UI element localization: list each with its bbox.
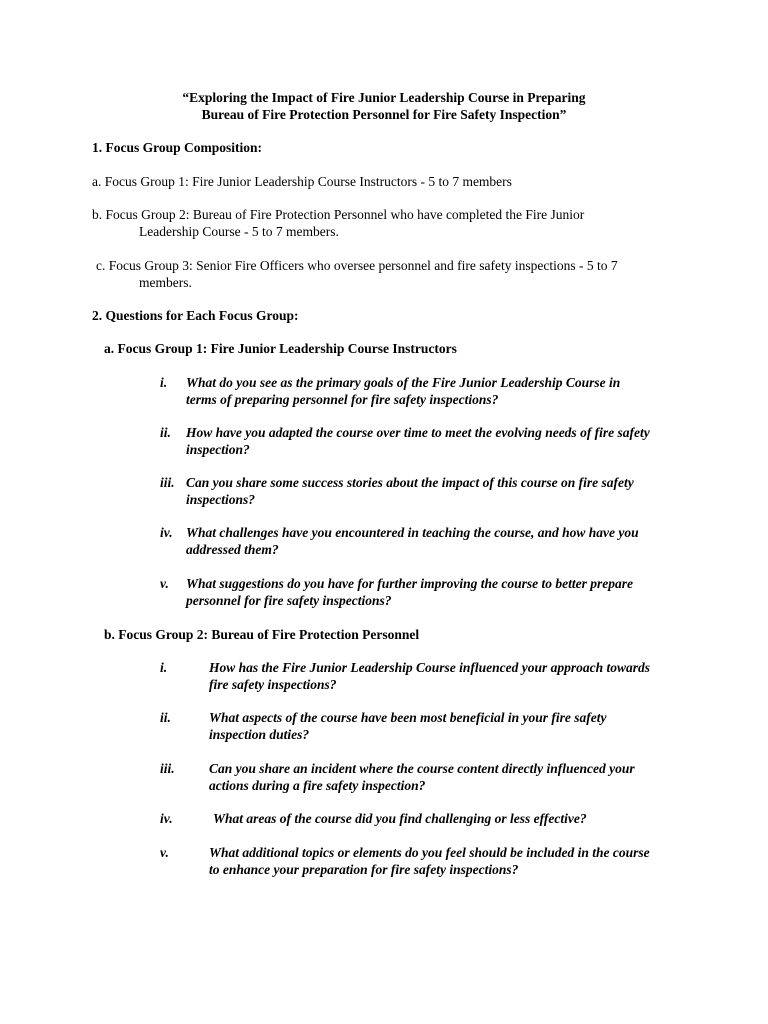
question-number: iv. bbox=[160, 525, 173, 540]
question-line-1: What additional topics or elements do you feel should be included in the course bbox=[209, 845, 650, 860]
focus-group-b-heading: b. Focus Group 2: Bureau of Fire Protection Personnel bbox=[104, 627, 420, 642]
question-line-1: Can you share some success stories about the impact of this course on fire safety bbox=[186, 475, 634, 490]
question-number: iv. bbox=[160, 811, 173, 826]
question-line-1: How has the Fire Junior Leadership Course influenced your approach towards bbox=[209, 660, 651, 675]
question-line-2: inspection duties? bbox=[209, 727, 310, 742]
question-line-1: What aspects of the course have been most beneficial in your fire safety bbox=[209, 710, 607, 725]
question-line-1: Can you share an incident where the course content directly influenced your bbox=[209, 761, 635, 776]
question-number: ii. bbox=[160, 710, 171, 725]
question-line-2: inspections? bbox=[186, 492, 256, 507]
question-number: v. bbox=[160, 576, 169, 591]
question-number: iii. bbox=[160, 475, 175, 490]
composition-item-c bbox=[96, 257, 618, 291]
composition-item-c-line-2: members. bbox=[139, 275, 192, 290]
question-number: iii. bbox=[160, 761, 175, 776]
question-number: ii. bbox=[160, 425, 171, 440]
question-line-1: What do you see as the primary goals of the Fire Junior Leadership Course in bbox=[186, 375, 621, 390]
question-line-1: How have you adapted the course over time to meet the evolving needs of fire safety bbox=[186, 425, 650, 440]
question-number: i. bbox=[160, 660, 168, 675]
question-number: i. bbox=[160, 375, 168, 390]
section-1-heading: 1. Focus Group Composition: bbox=[92, 140, 263, 155]
question-line-1: What suggestions do you have for further improving the course to better prepare bbox=[186, 576, 634, 591]
composition-item-a bbox=[92, 173, 512, 190]
composition-item-a-line-1: a. Focus Group 1: Fire Junior Leadership Course Instructors - 5 to 7 members bbox=[92, 174, 512, 189]
question-line-2: fire safety inspections? bbox=[209, 677, 337, 692]
question-line-1: What areas of the course did you find challenging or less effective? bbox=[213, 811, 587, 826]
question-line-1: What challenges have you encountered in teaching the course, and how have you bbox=[186, 525, 639, 540]
document-title bbox=[90, 89, 678, 123]
composition-item-c-line-1: c. Focus Group 3: Senior Fire Officers who oversee personnel and fire safety inspections - 5 to 7 bbox=[96, 258, 618, 273]
question-number: v. bbox=[160, 845, 169, 860]
question-line-2: addressed them? bbox=[186, 542, 279, 557]
title-line-2: Bureau of Fire Protection Personnel for Fire Safety Inspection” bbox=[201, 107, 567, 122]
section-2-heading: 2. Questions for Each Focus Group: bbox=[92, 308, 299, 323]
composition-item-b bbox=[92, 206, 584, 240]
question-line-2: actions during a fire safety inspection? bbox=[209, 778, 426, 793]
question-line-2: inspection? bbox=[186, 442, 250, 457]
question-line-2: terms of preparing personnel for fire safety inspections? bbox=[186, 392, 499, 407]
question-line-2: to enhance your preparation for fire safety inspections? bbox=[209, 862, 519, 877]
composition-item-b-line-2: Leadership Course - 5 to 7 members. bbox=[139, 224, 339, 239]
question-line-2: personnel for fire safety inspections? bbox=[186, 593, 392, 608]
composition-item-b-line-1: b. Focus Group 2: Bureau of Fire Protection Personnel who have completed the Fire Junior bbox=[92, 207, 585, 222]
title-line-1: “Exploring the Impact of Fire Junior Leadership Course in Preparing bbox=[182, 90, 586, 105]
focus-group-a-heading: a. Focus Group 1: Fire Junior Leadership Course Instructors bbox=[104, 341, 457, 356]
